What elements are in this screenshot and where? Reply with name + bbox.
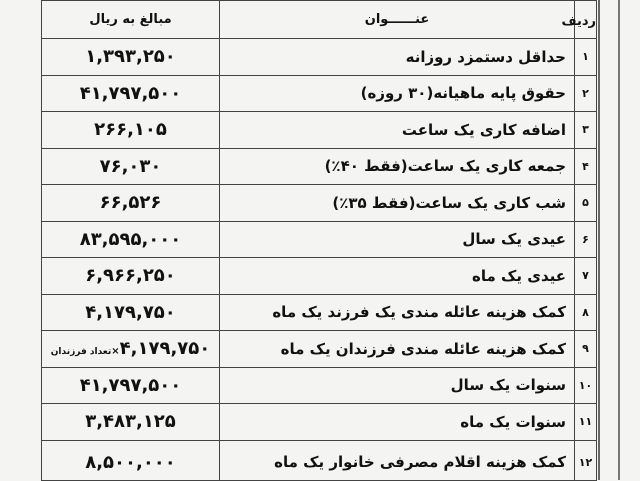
row-amount: ۱,۳۹۳,۲۵۰ <box>42 39 220 76</box>
table-row <box>42 331 597 368</box>
row-amount: ۶,۹۶۶,۲۵۰ <box>42 258 220 295</box>
table-row <box>42 221 597 258</box>
row-index: ۸ <box>575 294 597 331</box>
row-title: سنوات یک سال <box>220 367 575 404</box>
row-amount: ۴,۱۷۹,۷۵۰ <box>42 294 220 331</box>
table-row <box>42 294 597 331</box>
row-title: اضافه کاری یک ساعت <box>220 112 575 149</box>
header-title: عنــــــوان <box>220 1 575 39</box>
table-row <box>42 258 597 295</box>
row-index: ۱۱ <box>575 404 597 441</box>
row-amount: ۴,۱۷۹,۷۵۰ <box>119 338 211 360</box>
wage-table <box>41 0 597 481</box>
row-index: ۱۰ <box>575 367 597 404</box>
table-row <box>42 367 597 404</box>
table-row <box>42 39 597 76</box>
table-row <box>42 440 597 481</box>
row-index: ۷ <box>575 258 597 295</box>
row-amount: ۶۶,۵۲۶ <box>42 185 220 222</box>
row-index: ۵ <box>575 185 597 222</box>
row-title: حقوق پایه ماهیانه(۳۰ روزه) <box>220 75 575 112</box>
table-row <box>42 148 597 185</box>
row-title: عیدی یک سال <box>220 221 575 258</box>
row-amount: ۳,۴۸۳,۱۲۵ <box>42 404 220 441</box>
row-title: حداقل دستمزد روزانه <box>220 39 575 76</box>
table-row <box>42 185 597 222</box>
table-row <box>42 112 597 149</box>
page-edge-line <box>618 0 620 480</box>
row-amount: ۲۶۶,۱۰۵ <box>42 112 220 149</box>
header-index: ردیف <box>575 1 597 39</box>
row-title: کمک هزینه عائله مندی یک فرزند یک ماه <box>220 294 575 331</box>
children-count-note: تعداد فرزندان <box>50 347 112 358</box>
row-amount: ۸۳,۵۹۵,۰۰۰ <box>42 221 220 258</box>
table-row <box>42 404 597 441</box>
multiply-sign: × <box>111 346 120 358</box>
row-index: ۳ <box>575 112 597 149</box>
row-amount: ۴۱,۷۹۷,۵۰۰ <box>42 75 220 112</box>
row-title: کمک هزینه عائله مندی فرزندان یک ماه <box>220 331 575 368</box>
row-index: ۶ <box>575 221 597 258</box>
row-amount: ۸,۵۰۰,۰۰۰ <box>42 440 220 481</box>
page-edge-line <box>598 0 600 480</box>
row-title: شب کاری یک ساعت(فقط ۳۵٪) <box>220 185 575 222</box>
row-amount-with-note <box>42 331 220 368</box>
row-index: ۲ <box>575 75 597 112</box>
header-amount: مبالغ به ریال <box>42 1 220 39</box>
row-index: ۱ <box>575 39 597 76</box>
row-amount: ۷۶,۰۳۰ <box>42 148 220 185</box>
table-header-row <box>42 1 597 39</box>
table-row <box>42 75 597 112</box>
row-title: کمک هزینه اقلام مصرفی خانوار یک ماه <box>220 440 575 481</box>
row-index: ۹ <box>575 331 597 368</box>
row-amount: ۴۱,۷۹۷,۵۰۰ <box>42 367 220 404</box>
row-title: جمعه کاری یک ساعت(فقط ۴۰٪) <box>220 148 575 185</box>
row-index: ۴ <box>575 148 597 185</box>
row-title: عیدی یک ماه <box>220 258 575 295</box>
row-index: ۱۲ <box>575 440 597 481</box>
row-title: سنوات یک ماه <box>220 404 575 441</box>
